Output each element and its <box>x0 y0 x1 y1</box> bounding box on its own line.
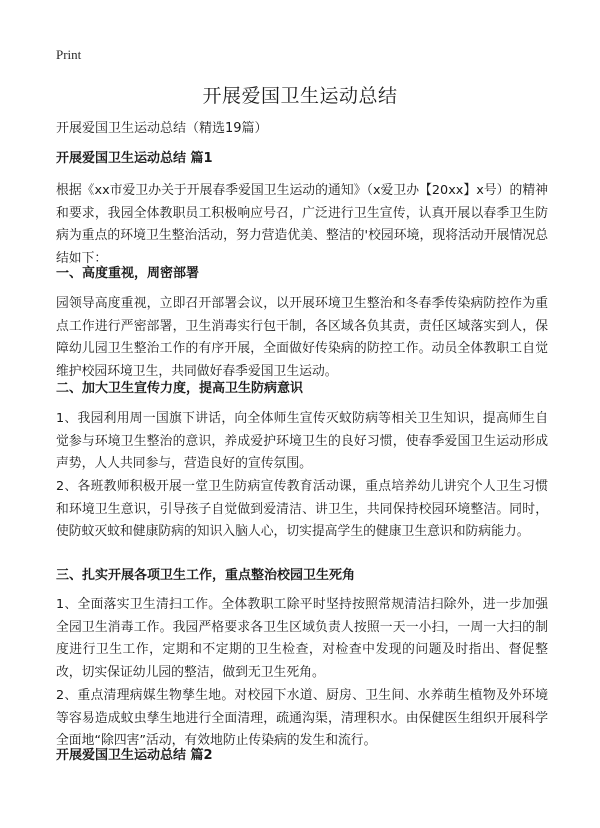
section-heading-1: 开展爱国卫生运动总结 篇1 <box>56 151 213 166</box>
heading-part-1: 一、高度重视，周密部署 <box>56 266 200 281</box>
intro-paragraph: 根据《xx市爱卫办关于开展春季爱国卫生运动的通知》（x爱卫办【20xx】x号）的精神和要求，我园全体教职员工积极响应号召，广泛进行卫生宣传，认真开展以春季卫生防病为重点的环境卫生整治活动，努力营造优美、整洁的'校园环境，现将活动开展情况总结如下： <box>56 183 548 266</box>
paragraph-part-3a: 1、全面落实卫生清扫工作。全体教职工除平时坚持按照常规清洁扫除外，进一步加强全园卫生消毒工作。我园严格要求各卫生区域负责人按照一天一小扫，一周一大扫的制度进行卫生工作，定期和不定期的卫生检查，对检查中发现的问题及时指出、督促整改，切实保证幼儿园的整洁，做到无卫生死角。 <box>56 597 548 680</box>
heading-part-2: 二、加大卫生宣传力度，提高卫生防病意识 <box>56 381 304 396</box>
print-link[interactable]: Print <box>56 47 82 62</box>
paragraph-part-1: 园领导高度重视，立即召开部署会议，以开展环境卫生整治和冬春季传染病防控作为重点工作进行严密部署，卫生消毒实行包干制，各区域各负其责，责任区域落实到人，保障幼儿园卫生整治工作的有序开展，全面做好传染病的防控工作。动员全体教职工自觉维护校园环境卫生，共同做好春季爱国卫生运动。 <box>56 296 548 379</box>
paragraph-part-2a: 1、我园利用周一国旗下讲话，向全体师生宣传灭蚊防病等相关卫生知识，提高师生自觉参与环境卫生整治的意识，养成爱护环境卫生的良好习惯，使春季爱国卫生运动形成声势，人人共同参与，营造良好的宣传氛围。 <box>56 411 548 472</box>
page-title: 开展爱国卫生运动总结 <box>202 85 398 107</box>
section-heading-2: 开展爱国卫生运动总结 篇2 <box>56 748 213 763</box>
paragraph-part-3b: 2、重点清理病媒生物孳生地。对校园下水道、厨房、卫生间、水养萌生植物及外环境等容易造成蚊虫孳生地进行全面清理，疏通沟渠，清理积水。由保健医生组织开展科学全面地“除四害”活动，有效地防止传染病的发生和流行。 <box>56 688 548 749</box>
paragraph-part-2b: 2、各班教师积极开展一堂卫生防病宣传教育活动课，重点培养幼儿讲究个人卫生习惯和环境卫生意识，引导孩子自觉做到爱清洁、讲卫生，共同保持校园环境整洁。同时，使防蚊灭蚊和健康防病的知识入脑人心，切实提高学生的健康卫生意识和防病能力。 <box>56 479 548 540</box>
document-subtitle: 开展爱国卫生运动总结（精选19篇） <box>56 121 268 136</box>
heading-part-3: 三、扎实开展各项卫生工作，重点整治校园卫生死角 <box>56 568 356 583</box>
